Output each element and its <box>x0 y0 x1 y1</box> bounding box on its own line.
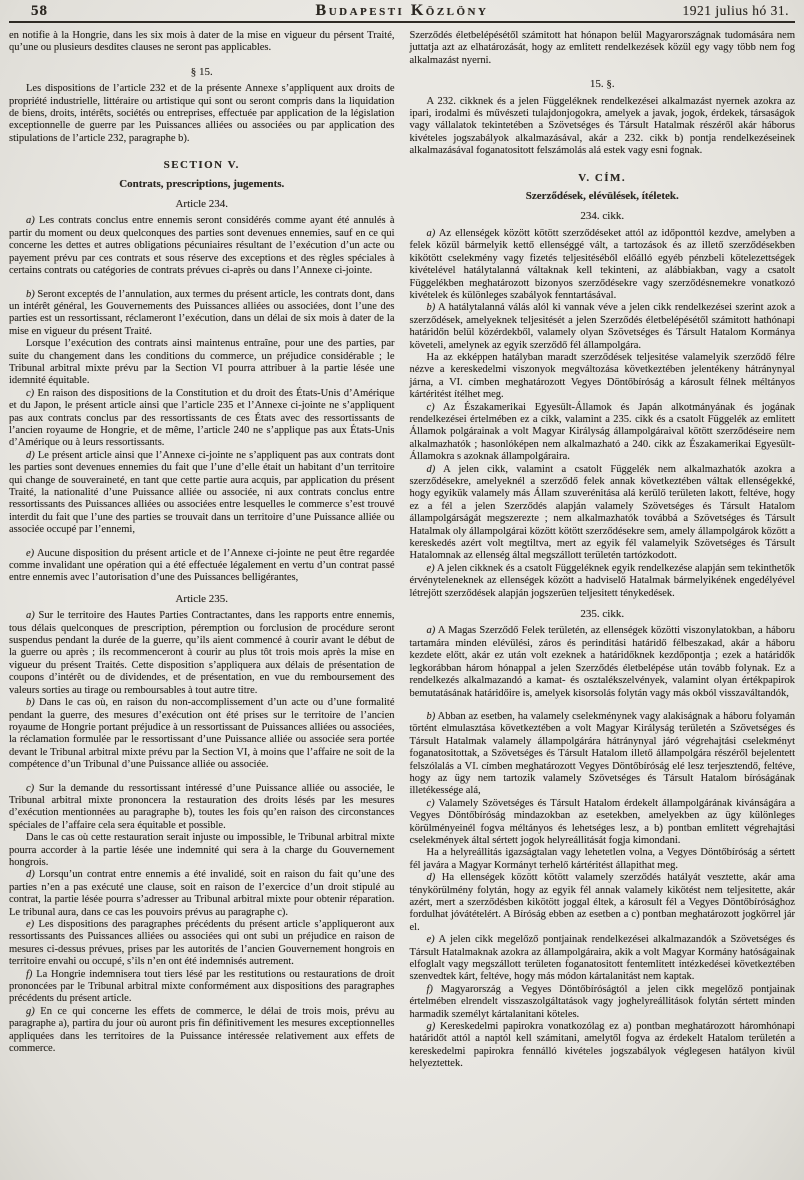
paragraph-marker: b) <box>26 697 35 709</box>
paragraph <box>410 711 796 798</box>
paragraph-marker: b) <box>26 288 35 300</box>
paragraph-text: Kereskedelmi papirokra vonatkozólag ez a) pontban meghatározott háromhónapi határidőt attól a naptól kell számitani, amelytől fogva az érdekelt Hatalom területén a kereskedelmi papirokra fennálló kivételes jogszabályok véglegesen hatályon kivül helyeztettek. <box>409 1021 795 1070</box>
paragraph <box>410 96 796 158</box>
paragraph-text: Aucune disposition du présent article et de l’Annexe ci-jointe ne peut être regardée comme invalidant une opération qui a été effectuée légalement en vertu d’un contrat passé entre ennemis avec l’autorisation d’une des Puissances belligérantes, <box>9 547 395 584</box>
paragraph-text: en notifie à la Hongrie, dans les six mois à dater de la mise en vigueur du pérsent Traité, qu’une ou plusieurs desdites clauses ne seront pas applicables. <box>9 30 395 54</box>
paragraph-marker: a) <box>426 625 436 637</box>
paragraph-text: En raison des dispositions de la Constitution et du droit des États-Unis d’Amérique et du Japon, le présent article ainsi que l’article 235 et l’Annexe ci-jointe ne s’appliquent pas aux contrats conclus par des ressortissants de ces États avec des ressortissants de l’ancien royaume de Hongrie, et de même, l’article 240 ne s’applique pas aux États-Unis d’Amérique ou à leurs ressortissants. <box>9 387 395 449</box>
paragraph-marker: a) <box>26 215 35 227</box>
paragraph-marker: e) <box>426 562 435 574</box>
paragraph <box>9 697 395 771</box>
paragraph-marker: c) <box>26 782 35 794</box>
paragraph-text: A jelen cikk megelőző pontjainak rendelkezései alkalmazandók a Szövetséges és Társult Hatalmaknak azokra az állampolgáraira, akik a volt Magyar Kormány hatóságainak elfoglalt vagy megszállott területen foganatositott fentemlitett intézkedései következtében szenvedtek kárt, feltéve, hogy más módon kártalanitást nem kaptak. <box>409 934 796 983</box>
paragraph-marker: d) <box>426 872 436 884</box>
paragraph <box>9 450 395 537</box>
paragraph-text: A Magas Szerződő Felek területén, az ellenségek közötti viszonylatokban, a háboru tartamára minden elévülési, záros és perinditási határidő félbeszakad, akár a háboru kezdete előtt, akár ez után volt ezeknek a határidőknek kezdőpontja ; ezek a határidők legkorábban három hónappal a jelen Szerződés életbelépése után tovább folynak. Ez a rendelkezés alkalmazandó a kamat- és osztalékszelvények, valamint olyan értékpapirok bemutatásának határidőire is, amelyek kisorsolás folytán vagy más okból visszaváltandók, <box>409 625 795 699</box>
paragraph <box>410 934 796 984</box>
paragraph-marker: e) <box>426 934 435 946</box>
paragraph-text: Lorsque l’exécution des contrats ainsi maintenus entraîne, pour une des parties, par suite du changement dans les conditions du commerce, un préjudice considérable ; le Tribunal arbitral mixte prévu par la Section VI pourra attribuer à la partie lésée une idemnité équitable. <box>9 338 395 387</box>
paragraph-text: Abban az esetben, ha valamely cselekménynek vagy alakiságnak a háboru folyamán történt elmulasztása következtében a volt Magyar Királyság területén a Szövetséges és Társult Hatalmak valamely állampolgárára hátránynyal járó végrehajtási cselekményt foganatositottak, a Szövetséges és Társult Hatalom illető állampolgára részéről bejelentett felszólalás a VI. címben meghatározott Vegyes Döntőbíróság elé lesz terjesztendő, feltéve, hogy az ügy nem tartozik valamely Szövetséges és Társult Hatalom bíróságának illetékessége alá, <box>409 710 796 797</box>
right-column-hungarian <box>410 30 796 1071</box>
section-subtitle: Contrats, prescriptions, jugements. <box>119 177 285 190</box>
paragraph-text: Le présent article ainsi que l’Annexe ci-jointe ne s’appliquent pas aux contrats dont les parties sont devenues ennemies du fait que l’une d’elle était un habitant d’un territoire qui change de souveraineté, en tant que cette partie aura acquis, par application du présent Traité, la nationalité d’une Puissance alliée ou associée, ni aux contrats conclus entre ressortissants des Puissances alliées ou associées entre lesquelles le commerce s’est trouvé interdit du fait que l’une des parties se trouvait dans un territoire d’une Puissance alliée ou associée occupé par l’ennemi, <box>9 449 395 536</box>
paragraph-text: Sur la demande du ressortissant intéressé d’une Puissance alliée ou associée, le Tribunal arbitral mixte prononcera la restauration des droits lésés par les mesures d’exécution mentionnées au paragraphe b), toutes les fois qu’en raison des circonstances spéciales de l’affaire cela sera équitable et possible. <box>9 782 395 831</box>
paragraph-text: Szerződés életbelépésétől számitott hat hónapon belül Magyarországnak tudomására nem juttatja azt az elhatározását, hogy az emlitett rendelkezések közül egy vagy több nem fog alkalmazást nyerni. <box>409 30 795 66</box>
paragraph <box>410 302 796 352</box>
article-heading: 234. cikk. <box>580 210 625 223</box>
article-heading: Article 234. <box>175 198 229 211</box>
paragraph <box>9 388 395 450</box>
paragraph <box>9 83 395 145</box>
paragraph-text: Lorsqu’un contrat entre ennemis a été invalidé, soit en raison du fait qu’une des parties n’en a pas exécuté une clause, soit en raison de l’exercice d’un droit stipulé au contrat, la partie lésée pourra s’adresser au Tribunal arbitral mixte pour obtenir réparation. Le tribunal aura, dans ce cas les pouvoirs prévus au paragraphe c). <box>9 869 395 918</box>
paragraph <box>410 563 796 600</box>
paragraph-text: Dans le cas où, en raison du non-accomplissement d’un acte ou d’une formalité pendant la guerre, des mesures d’exécution ont été prises sur le territoire de l’ancien royaume de Hongrie portant préjudice à un ressortissant de Puissances alliées ou associées, la réclamation formulée par le ressortissant d’une Puissance alliée ou associée sera portée devant le Tribunal arbitral mixte prévu par la Section VI, à moins que l’affaire ne soit de la compétence d’un Tribunal d’une Puissance alliée ou associée. <box>9 697 395 771</box>
section-title: V. CÍM. <box>578 171 627 184</box>
paragraph <box>9 215 395 277</box>
paragraph <box>410 798 796 848</box>
paragraph-marker: b) <box>426 302 436 314</box>
paragraph <box>9 969 395 1006</box>
paragraph-marker: g) <box>26 1005 35 1017</box>
paragraph <box>9 548 395 585</box>
paragraph-text: A hatálytalanná válás alól ki vannak véve a jelen cikk rendelkezései szerint azok a szerződések, amelyeknek teljesitését a jelen Szerződés életbelépésétől számitott hathónapi határidőn belül közérdekből, valamely olyan Szövetséges és Társult Hatalom Kormánya követeli, amelynek az egyik szerződő fél állampolgára. <box>409 302 795 351</box>
paragraph-marker: c) <box>426 401 435 413</box>
paragraph-text: A jelen cikknek és a csatolt Függeléknek egyik rendelkezése alapján sem tekinthetők érvényteleneknek az ellenségek között a hadviselő Hatalmak bármelyikének engedélyével létrejött szerződések alapján jogszerüen teljesitett ténykedések. <box>409 562 795 599</box>
paragraph <box>410 872 796 934</box>
paragraph-marker: c) <box>26 387 35 399</box>
paragraph-text: Az Északamerikai Egyesült-Államok és Japán alkotmányának és jogának rendelkezései értelmében ez a cikk, valamint a 235. cikk és a csatolt Függelék az emlitett Államok polgárainak a volt Magyar Királyság állampolgáraival kötött szerződéseire nem alkalmazhatók ; hasonlóképen nem alkalmazható a 240. cikk az Északamerikai Egyesült-Államokra s azoknak állampolgáraira. <box>409 401 796 463</box>
paragraph <box>9 919 395 969</box>
paragraph-marker: f) <box>26 968 33 980</box>
section-title: SECTION V. <box>163 159 240 172</box>
paragraph <box>410 402 796 464</box>
paragraph <box>9 832 395 869</box>
page-header <box>9 2 795 23</box>
section-subtitle: Szerződések, elévülések, ítéletek. <box>525 190 679 203</box>
paragraph-marker: b) <box>426 710 436 722</box>
paragraph <box>410 1021 796 1071</box>
paragraph <box>410 984 796 1021</box>
newspaper-title: Budapesti Közlöny <box>315 2 489 19</box>
article-heading: 235. cikk. <box>580 608 625 621</box>
paragraph <box>9 1006 395 1056</box>
paragraph-text: La Hongrie indemnisera tout tiers lésé par les restitutions ou restaurations de droit prononcées par le Tribunal arbitral mixte conformément aux dispositions des paragraphes précédents du présent article. <box>9 968 395 1005</box>
paragraph-marker: g) <box>426 1021 436 1033</box>
paragraph-text: Les contrats conclus entre ennemis seront considérés comme ayant été annulés à partir du moment ou deux quelconques des parties sont devenues ennemies, sauf en ce qui concerne les dettes et autres obligations pécuniaires résultant de l’exécution d’un acte ou payement prévu par ces contrats et sous réserve des exceptions et des règles spéciales à certains contrats ou catégories de contrats prévues ci-après ou dans l’Annexe ci-jointe. <box>9 215 395 277</box>
article-heading: § 15. <box>190 65 213 78</box>
paragraph-text: Ha a helyreállitás igazságtalan vagy lehetetlen volna, a Vegyes Döntőbíróság a sértett fél javára a Magyar Kormányt terhelő kártéritést állapithat meg. <box>409 847 795 871</box>
paragraph-text: A jelen cikk, valamint a csatolt Függelék nem alkalmazhatók azokra a szerződésekre, amelyeknél a szerződő felek annak következtében váltak ellenségekké, hogy egyikük valamely más Állam szuverénitása alá kerülő területen lakott, feltéve, hogy ez a fél a jelen Szerződés alapján valamely Szövetséges és Társult Hatalom állampolgárságát megszerezte ; nem alkalmazhatók továbbá a Szövetséges és Társult Hatalmak oly állampolgárai között kötött szerződésekre sem, amely állampolgárok között a kereskedés azért volt megtiltva, mert az egyik fél valamelyik Szövetséges és Társult Hatalomnak az ellenség által megszállott területén tartózkodott. <box>409 463 796 562</box>
paragraph <box>9 289 395 339</box>
article-heading: Article 235. <box>175 592 229 605</box>
paragraph <box>9 338 395 388</box>
issue-date: 1921 julius hó 31. <box>682 3 789 18</box>
paragraph-text: Les dispositions de l’article 232 et de la présente Annexe s’appliquent aux droits de propriété industrielle, littéraire ou artistique qui sont ou seront compris dans la liquidation de biens, droits, intérêts, sociétés ou entreprises, effectuée par application de la législation exceptionnelle de guerre par les Puissances alliées ou associées ou par application des stipulations de l’article 232, paragraphe b). <box>9 83 395 144</box>
paragraph-text: A 232. cikknek és a jelen Függeléknek rendelkezései alkalmazást nyernek azokra az ipari, irodalmi és művészeti tulajdonjogokra, amelyek a javak, jogok, érdekek, társaságok vagy vállalatok tekintetében a Szövetséges és Társult Hatalmak részéről akár háborus kivételes jogszabályok alkalmazásával, akár a 232. cikk b) pontja rendelkezéseinek alkalmazásával foganatositott felszámolás alá estek vagy esni fognak. <box>409 95 795 157</box>
paragraph-marker: a) <box>426 227 436 239</box>
paragraph-text: Az ellenségek között kötött szerződéseket attól az időponttól kezdve, amelyben a felek közül bármelyik kettő ellenséggé vált, a tartozások és az illető szerződésekben kikötött cselekmény vagy fizetés teljesitéséből előálló egyéb pénzbeli kötelezettségek kivételével hatálytalanná váltaknak kell tekinteni, az alábbiakban, vagy a csatolt Függelékben meghatározott bizonyos szerződésekre vagy szerződésnemekre vonatkozó kivételek és különleges szabályok fenntartásával. <box>409 227 796 301</box>
paragraph <box>410 847 796 872</box>
paragraph-text: En ce qui concerne les effets de commerce, le délai de trois mois, prévu au paragraphe a), partira du jour où auront pris fin définitivement les mesures exceptionnelles appliquées dans les territoires de la Puissance intéressée relativement aux effets de commerce. <box>9 1005 395 1055</box>
paragraph <box>410 625 796 699</box>
paragraph-text: Les dispositions des paragraphes précédents du présent article s’appliqueront aux ressortissants des Puissances alliées ou associées qui ont subi un préjudice en raison de mesures ci-dessus prévues, prises par les autorités de l’ancien Gouvernement hongrois en territoire envahi ou occupé, s’ils n’en ont été indemnisés autrement. <box>9 919 395 968</box>
paragraph <box>9 30 395 55</box>
paragraph-text: Dans le cas où cette restauration serait injuste ou impossible, le Tribunal arbitral mixte pourra accorder à la partie lésée une indemnité qui sera à la charge du Gouvernement hongrois. <box>9 832 395 868</box>
left-column-french <box>9 30 395 1071</box>
paragraph-text: Seront exceptés de l’annulation, aux termes du présent article, les contrats dont, dans un intérêt général, les Gouvernements des Puissances alliées ou associées, dont l’une des parties est un ressortissant, réclameront l’exécution, dans un délai de six mois à dater de la mise en vigueur du présent Traité. <box>9 288 395 337</box>
page-number: 58 <box>31 3 48 19</box>
paragraph-text: Ha ellenségek között kötött valamely szerződés hatályát vesztette, akár ama ténykörülmény folytán, hogy az egyik fél annak valamely kikötést nem teljesitette, akár azért, mert a szerződésben kikötött joggal éltek, a károsult fél a Vegyes Döntőbírósághoz fordulhat jóvátételért. A Bíróság ebben az esetben a c) pontban meghatározott jogkörrel jár el. <box>409 872 795 933</box>
paragraph-marker: d) <box>26 449 35 461</box>
paragraph <box>410 464 796 563</box>
paragraph <box>410 352 796 402</box>
paragraph-marker: e) <box>26 919 35 930</box>
paragraph-marker: a) <box>26 610 35 622</box>
paragraph-marker: d) <box>26 869 35 881</box>
paragraph <box>9 783 395 833</box>
article-heading: 15. §. <box>589 78 615 91</box>
paragraph-marker: d) <box>426 463 436 475</box>
paragraph <box>410 30 796 67</box>
paragraph <box>9 610 395 697</box>
paragraph-marker: f) <box>426 983 433 995</box>
paragraph-text: Sur le territoire des Hautes Parties Contractantes, dans les rapports entre ennemis, tous délais quelconques de prescription, péremption ou forclusion de procédure seront suspendus pendant la durée de la guerre, qu’ils aient commencé à courir avant le début de la guerre ou après ; ils recommenceront à courir au plus tôt trois mois après la mise en vigueur du présent Traités. Cette disposition s’appliquera aux délais de présentation de coupons d’intérêt ou de dividendes, et de présentation, en vue du remboursement des valeurs sorties au tirage ou remboursables à tout autre titre. <box>9 610 395 696</box>
paragraph <box>410 228 796 302</box>
paragraph-marker: e) <box>26 547 35 559</box>
paragraph-text: Magyarország a Vegyes Döntőbíróságtól a jelen cikk megelőző pontjainak értelmében elrendelt visszaszolgáltatások vagy joghelyreállitások folytán sértett minden harmadik személyt kártalanitani köteles. <box>409 983 795 1020</box>
two-column-body <box>9 23 795 1071</box>
paragraph-marker: c) <box>426 797 435 809</box>
paragraph-text: Ha az ekképpen hatályban maradt szerződések teljesitése valamelyik szerződő félre nézve a kereskedelmi viszonyok megváltozása következtében jelentékeny hátránynyal járna, a VI. címben meghatározott Vegyes Döntőbíróság a károsult félnek méltányos kártéritést ítélhet meg. <box>409 351 795 401</box>
paragraph <box>9 869 395 919</box>
paragraph-text: Valamely Szövetséges és Társult Hatalom érdekelt állampolgárának kivánságára a Vegyes Döntőbíróság mindazokban az esetekben, amelyekben az ügy különleges körülményeinél fogva méltányos és lehetséges lesz, a b) pontban emlitett végrehajtási cselekmények által sértett jogok helyreállitását fogja kimondani. <box>409 797 795 846</box>
